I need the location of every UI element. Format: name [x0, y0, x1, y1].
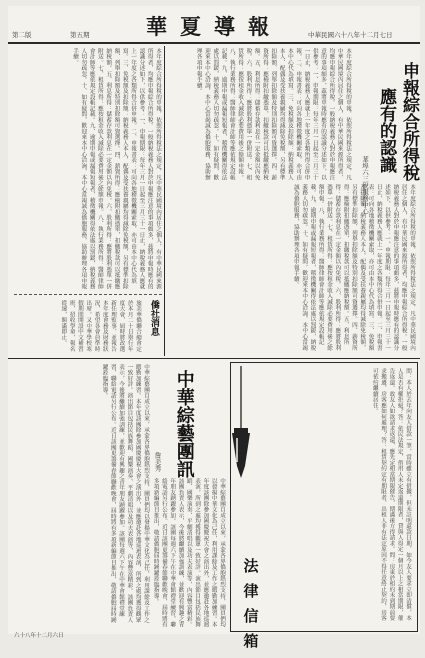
arts-article-byline: 詹美秀 — [153, 452, 162, 472]
date-line: 中華民國六十八年十二月七日 — [308, 31, 393, 39]
masthead: 華夏導報 — [146, 14, 282, 39]
column-divider — [14, 294, 162, 295]
tax-article-body-a: 本年度綜合所得稅的申報，依照所得稅法之規定，凡中華民國境內居住之個人，有中華民國來源所得者，均應申報綜合所得稅。一般納稅義務人對於申報應注意的事項頗多，茲將申報時應有的認識分述如下，以供參考：一、申報期限：每年三月一日起至三月三十一日止，納稅義務人應就上一年度之各類所得合併申報。二、申報書表：可向各地稽徵機關索取，亦可由本中心代為填寫。三、免稅額及扣除額：納稅義務人本人、配偶及受扶養親屬均得減除免稅額，另有標準扣除額、列舉扣除額及特別扣除額可資選擇。四、薪資所得：應檢附扣繳憑單，扣繳稅款可以抵繳應納稅額。五、利息所得：儲蓄存款利息在一定金額以內免稅。六、股利所得：應將股利憑單一併附送。七、租賃所得：應按租金收入減除必要費用後之餘額申報。八、執行業務所得：醫師律師會計師等應依規定設帳記載。九、逾期申報或漏報短報者，稽徵機關得依法處以罰鍰，納稅義務人切勿疏忽。十、如有疑問，歡迎來本中心洽詢，本中心當竭誠為僑胞服務，協助辦理各項申報手續。 — [195, 48, 351, 181]
mid-rule — [8, 358, 420, 359]
vertical-rule — [164, 46, 165, 356]
legal-mailbox-title: 法律信箱 — [241, 558, 260, 658]
arts-article-title: 中華綜藝團訊 — [173, 370, 195, 478]
tax-article-body-b: 本年度綜合所得稅的申報，依照所得稅法之規定，凡中華民國境內居住之個人，有中華民國來源所得者，均應申報綜合所得稅。一般納稅義務人對於申報應注意的事項頗多，茲將申報時應有的認識分述如下，以供參考：一、申報期限：每年三月一日起至三月三十一日止，納稅義務人應就上一年度之各類所得合併申報。二、申報書表：可向各地稽徵機關索取，亦可由本中心代為填寫。三、免稅額及扣除額：納稅義務人本人、配偶及受扶養親屬均得減除免稅額，另有標準扣除額、列舉扣除額及特別扣除額可資選擇。四、薪資所得：應檢附扣繳憑單，扣繳稅款可以抵繳應納稅額。五、利息所得：儲蓄存款利息在一定金額以內免稅。六、股利所得：應將股利憑單一併附送。七、租賃所得：應按租金收入減除必要費用後之餘額申報。八、執行業務所得：醫師律師會計師等應依規定設帳記載。九、逾期申報或漏報短報者，稽徵機關得依法處以罰鍰，納稅義務人切勿疏忽。十、如有疑問，歡迎來本中心洽詢，本中心當竭誠為僑胞服務，協助辦理各項申報手續。 — [292, 184, 415, 351]
tax-article-title-2: 應有的認識 — [376, 88, 396, 173]
issue-label: 第五期 — [70, 31, 90, 39]
arts-article-body-a: 中華綜藝團自成立以來，承蒙各界僑胞熱烈支持，團員們均以發揚中華文化為己任，利用課餘及工作之暇勤加練習。本年度該團除參加國慶慶祝大會之演出外，並應邀赴各地巡迴表演，所到之處均獲得觀眾一致好評。演出節目包括民族舞蹈、國樂演奏、平劇清唱以及功夫表演等，內容豐富精彩。該團負責人表示，今後將繼續加強訓練，並歡迎有興趣之青年朋友踴躍參加。該團每週六下午在中華會館禮堂練習，聯絡電話另行公布。近日該團更籌備春節聯歡晚會，屆時將有多項新編節目推出，敬請僑胞屆時踴躍蒞臨指導。 — [101, 364, 149, 623]
arts-article-body-b: 中華綜藝團自成立以來，承蒙各界僑胞熱烈支持，團員們均以發揚中華文化為己任，利用課餘及工作之暇勤加練習。本年度該團除參加國慶慶祝大會之演出外，並應邀赴各地巡迴表演，所到之處均獲得觀眾一致好評。演出節目包括民族舞蹈、國樂演奏、平劇清唱以及功夫表演等，內容豐富精彩。該團負責人表示，今後將繼續加強訓練，並歡迎有興趣之青年朋友踴躍參加。該團每週六下午在中華會館禮堂練習，聯絡電話另行公布。近日該團更籌備春節聯歡晚會，屆時將有多項新編節目推出，敬請僑胞屆時踴躍蒞臨指導。 — [152, 478, 225, 628]
community-news-body: 旅美華僑聯合總會定於本月二十日舉行年度大會，屆時將改選新任理監事，並報告本年度會務及財務狀況，希望各會員準時出席。又中華學校寒假期間開設中文補習班，招收學童，報名從速，額滿即止。 — [60, 300, 141, 352]
plumb-bob-icon — [222, 366, 260, 482]
community-news-title: 僑社消息 — [148, 300, 159, 336]
tax-article-body-c: 本年度綜合所得稅的申報，依照所得稅法之規定，凡中華民國境內居住之個人，有中華民國來源所得者，均應申報綜合所得稅。一般納稅義務人對於申報應注意的事項頗多，茲將申報時應有的認識分述如下，以供參考：一、申報期限：每年三月一日起至三月三十一日止，納稅義務人應就上一年度之各類所得合併申報。二、申報書表：可向各地稽徵機關索取，亦可由本中心代為填寫。三、免稅額及扣除額：納稅義務人本人、配偶及受扶養親屬均得減除免稅額，另有標準扣除額、列舉扣除額及特別扣除額可資選擇。四、薪資所得：應檢附扣繳憑單，扣繳稅款可以抵繳應納稅額。五、利息所得：儲蓄存款利息在一定金額以內免稅。六、股利所得：應將股利憑單一併附送。七、租賃所得：應按租金收入減除必要費用後之餘額申報。八、執行業務所得：醫師律師會計師等應依規定設帳記載。九、逾期申報或漏報短報者，稽徵機關得依法處以罰鍰，納稅義務人切勿疏忽。十、如有疑問，歡迎來本中心洽詢，本中心當竭誠為僑胞服務，協助辦理各項申報手續。 — [72, 48, 161, 290]
legal-mailbox-body: 問：本人於去年向友人借款一筆，當時雖立有借據，但未註明還款日期，如今友人要求立即清償，本人是否有權拒絕？答：依民法規定，借用人未定返還期限者，貸與人得定一個月以上之相當期限，催告返還。故友人如欲請求返還，應先定相當期限催告，期滿後方得請求。問：房東於租約未到期前要求搬遷，房客應如何處理？答：租賃契約定有期限者，出租人非有法定原因不得任意終止契約，房客可依約繼續居住。 — [371, 368, 411, 621]
header-rule — [8, 42, 420, 44]
edition-label: 第二版 — [12, 31, 32, 39]
tax-article-title-1: 申報綜合所得稅 — [399, 62, 419, 181]
tax-article-byline: 華埠六三稅服務中心 — [361, 156, 369, 215]
newspaper-page — [8, 6, 420, 658]
footer-date: 六十八年十二月六日 — [14, 633, 64, 639]
